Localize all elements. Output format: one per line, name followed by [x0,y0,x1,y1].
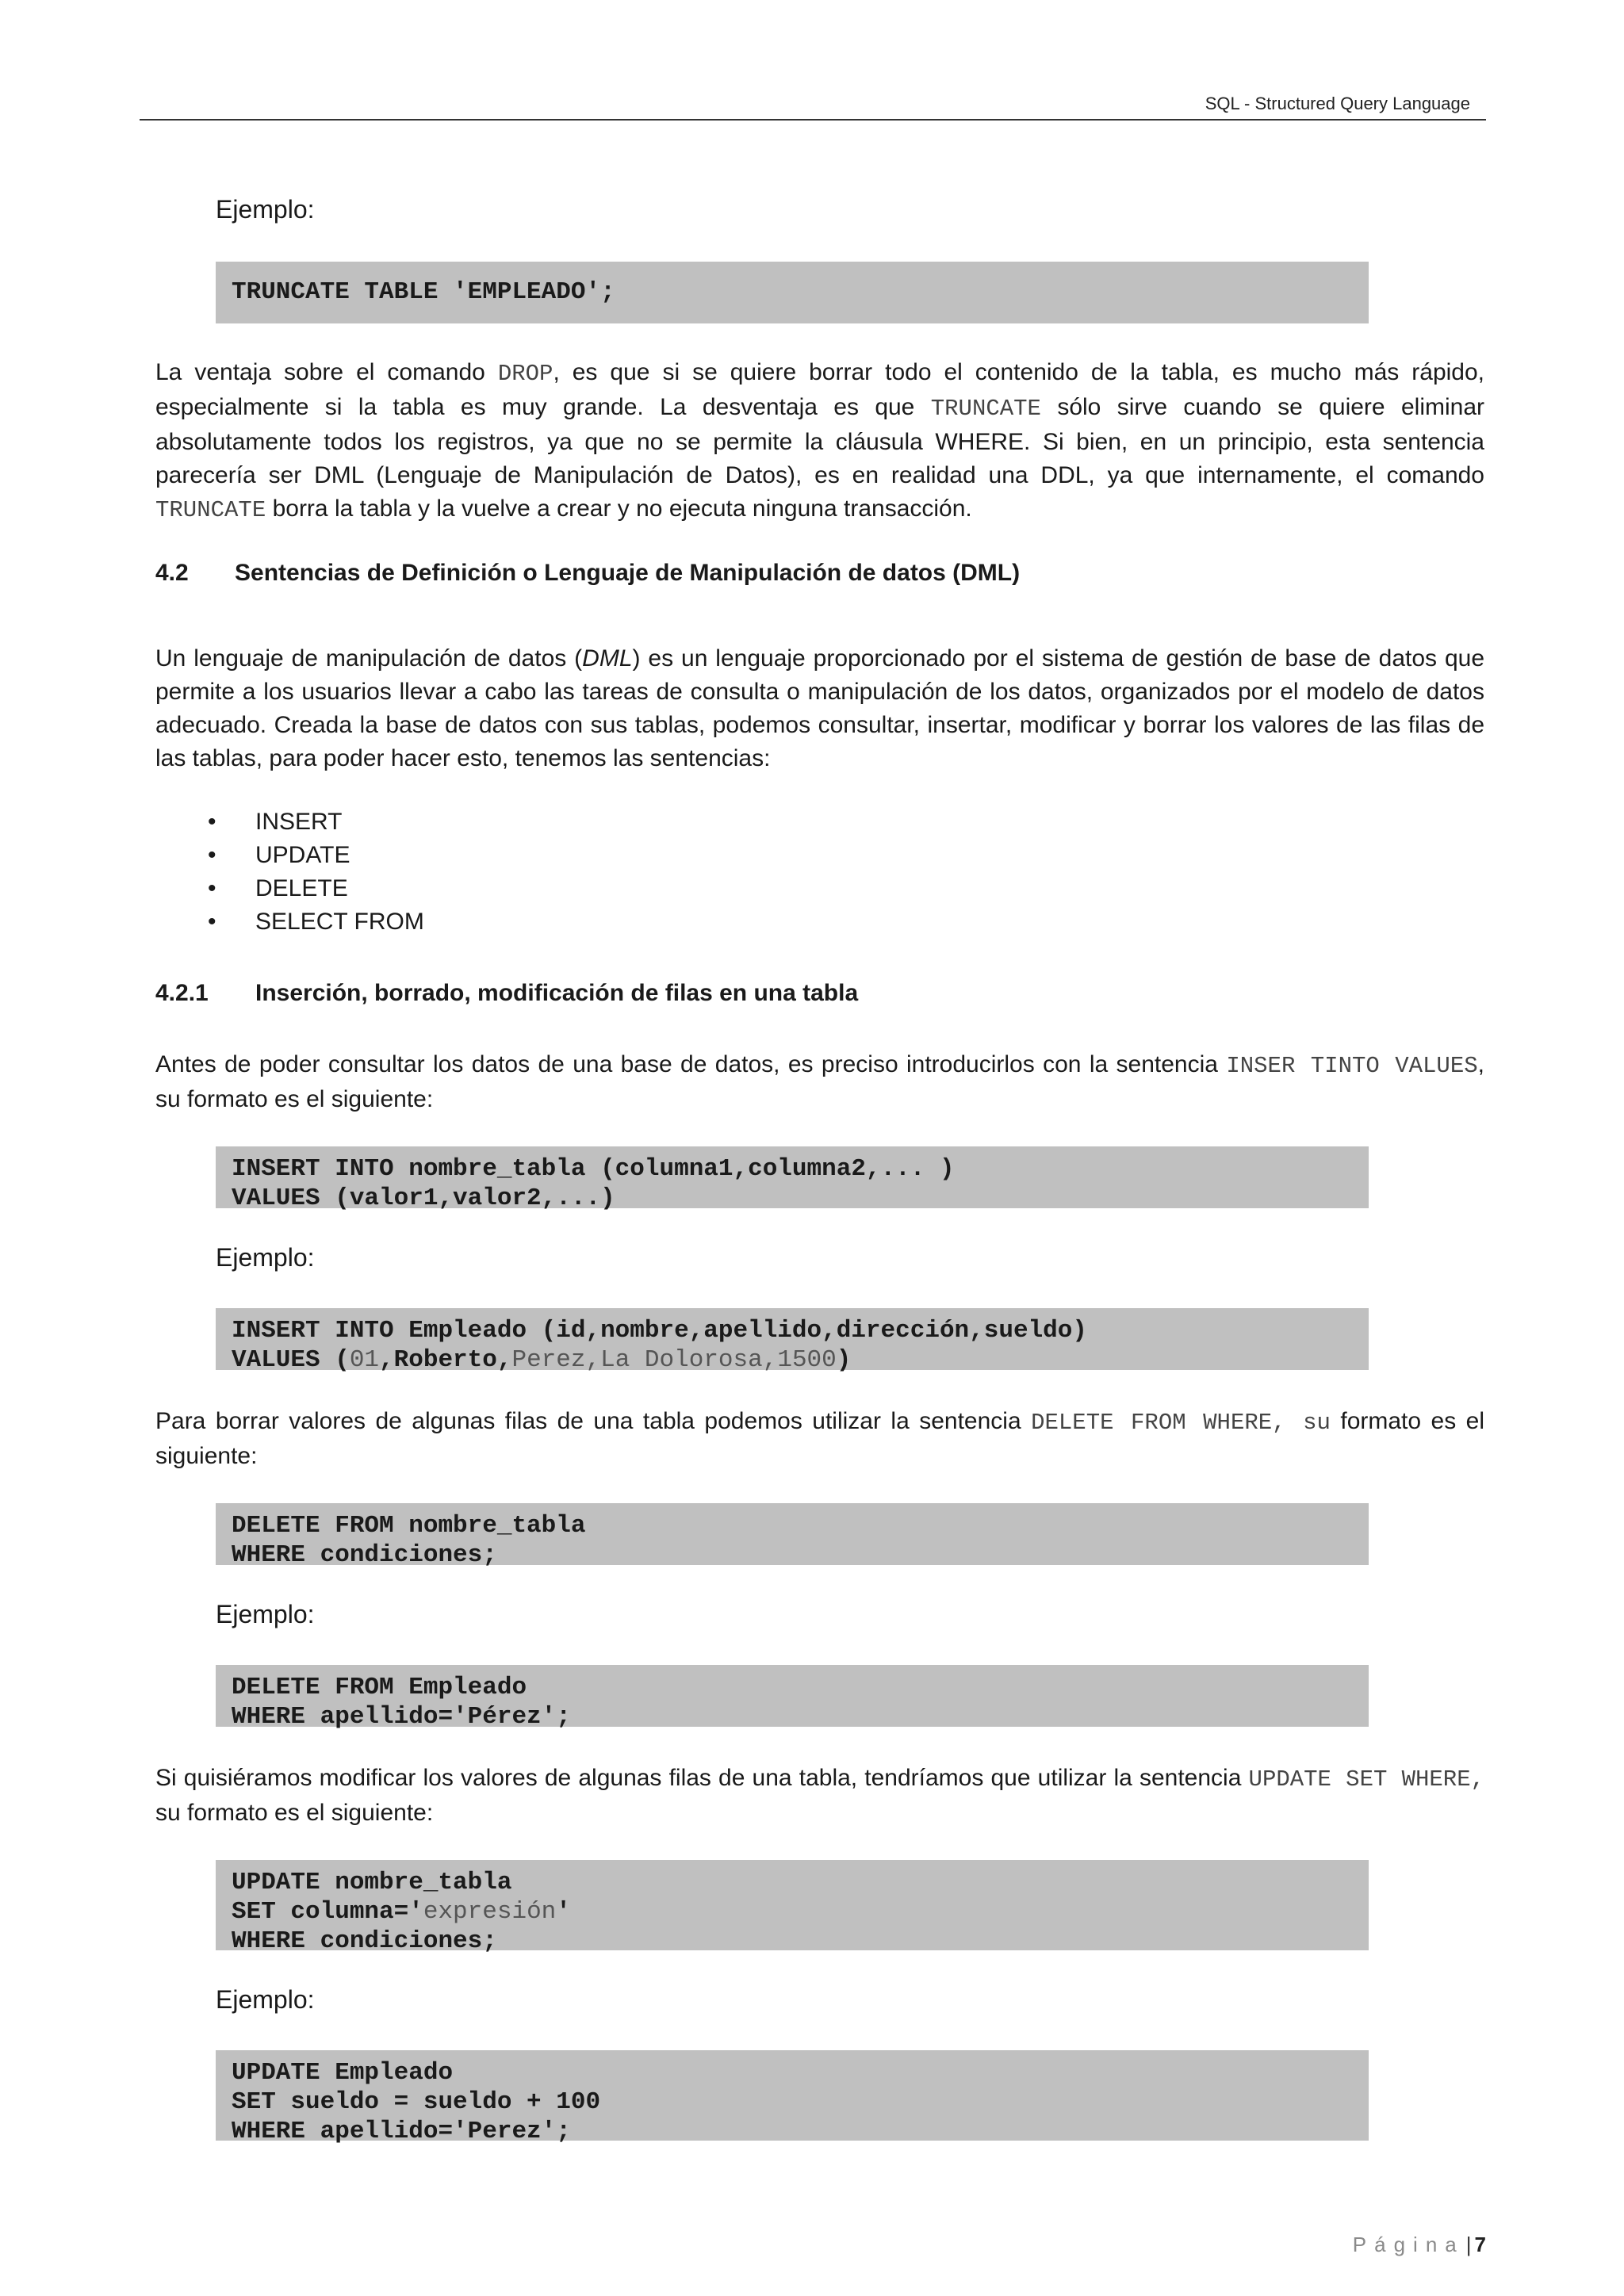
inline-code-delete: DELETE FROM WHERE, su [1031,1410,1331,1436]
inline-code-truncate: TRUNCATE [930,396,1041,422]
code-block-delete-format: DELETE FROM nombre_tabla WHERE condiciones; [216,1503,1369,1565]
inline-code-insert: INSER TINTO VALUES [1226,1053,1478,1079]
code-block-delete-example: DELETE FROM Empleado WHERE apellido='Pérez'; [216,1665,1369,1727]
inline-code-update: UPDATE SET WHERE, [1248,1766,1484,1793]
code-block-insert-format: INSERT INTO nombre_tabla (columna1,columna2,... ) VALUES (valor1,valor2,...) [216,1146,1369,1208]
dml-emphasis: DML [582,645,633,672]
example-label: Ejemplo: [216,1985,315,2014]
subsection-heading: Inserción, borrado, modificación de filas en una tabla [255,980,859,1006]
page-header [140,94,1486,121]
code-block-insert-example: INSERT INTO Empleado (id,nombre,apellido,dirección,sueldo) VALUES (01,Roberto,Perez,La Dolorosa,1500) [216,1308,1369,1370]
inline-code-drop: DROP [497,361,553,387]
footer-separator: | [1465,2233,1472,2256]
paragraph-delete: Para borrar valores de algunas filas de una tabla podemos utilizar la sentencia DELETE FROM WHERE, su formato es el siguiente: [155,1408,1484,1469]
page-number: 7 [1474,2233,1486,2256]
page-label: Página [1352,2233,1465,2256]
inline-code-truncate: TRUNCATE [155,497,266,523]
paragraph-insert: Antes de poder consultar los datos de una base de datos, es preciso introducirlos con la sentencia INSER TINTO VALUES, su formato es el siguiente: [155,1051,1484,1112]
code-block-truncate: TRUNCATE TABLE 'EMPLEADO'; [216,262,1369,323]
code-block-update-format: UPDATE nombre_tabla SET columna='expresión' WHERE condiciones; [216,1860,1369,1950]
example-label: Ejemplo: [216,1600,315,1628]
list-item: • UPDATE [208,842,350,868]
paragraph-dml: Un lenguaje de manipulación de datos (DML) es un lenguaje proporcionado por el sistema de gestión de base de datos que permite a los usuarios llevar a cabo las tareas de consulta o manipulación de los datos, organizados por el modelo de datos adecuado. Creada la base de datos con sus tablas, podemos consultar, insertar, modificar y borrar los valores de las filas de las tablas, para poder hacer esto, tenemos las sentencias: [155,645,1484,771]
list-item: • DELETE [208,875,348,901]
list-item: • INSERT [208,809,343,835]
subsection-number: 4.2.1 [155,980,209,1006]
example-label: Ejemplo: [216,195,315,224]
code-block-update-example: UPDATE Empleado SET sueldo = sueldo + 100 WHERE apellido='Perez'; [216,2050,1369,2141]
page-footer [1353,2233,1486,2257]
section-heading: Sentencias de Definición o Lenguaje de Manipulación de datos (DML) [235,560,1021,586]
section-number: 4.2 [155,560,189,586]
header-title: SQL - Structured Query Language [1205,94,1470,113]
example-label: Ejemplo: [216,1243,315,1272]
paragraph-truncate: La ventaja sobre el comando DROP, es que si se quiere borrar todo el contenido de la tabla, es mucho más rápido, especialmente si la tabla es muy grande. La desventaja es que TRUNCATE sólo sirve cuando se quiere eliminar absolutamente todos los registros, ya que no se permite la cláusula WHERE. Si bien, en un principio, esta sentencia parecería ser DML (Lenguaje de Manipulación de Datos), es en realidad una DDL, ya que internamente, el comando TRUNCATE borra la tabla y la vuelve a crear y no ejecuta ninguna transacción. [155,359,1484,523]
paragraph-update: Si quisiéramos modificar los valores de algunas filas de una tabla, tendríamos que utilizar la sentencia UPDATE SET WHERE, su formato es el siguiente: [155,1765,1484,1826]
list-item: • SELECT FROM [208,909,424,935]
dml-statement-list [208,806,424,939]
